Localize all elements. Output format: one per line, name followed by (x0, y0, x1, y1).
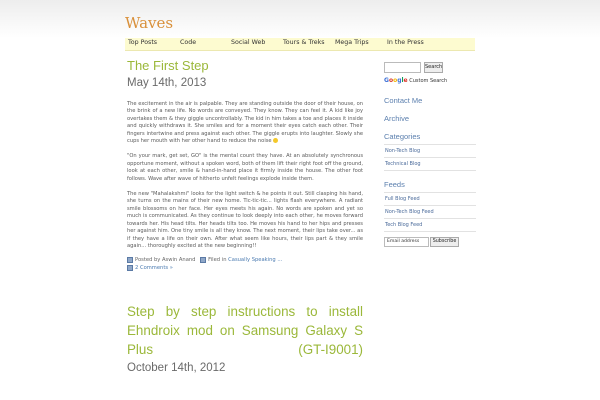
nav-top-posts[interactable]: Top Posts (128, 39, 158, 46)
nav-code[interactable]: Code (180, 39, 197, 46)
contact-link[interactable]: Contact Me (384, 96, 423, 105)
nav-in-the-press[interactable]: In the Press (387, 39, 424, 46)
post-title[interactable]: The First Step (127, 58, 209, 73)
feeds-heading: Feeds (384, 180, 405, 189)
post-date: May 14th, 2013 (127, 77, 207, 89)
top-nav (125, 38, 475, 51)
nav-mega-trips[interactable]: Mega Trips (335, 39, 369, 46)
feed-item[interactable]: Full Blog Feed (384, 193, 476, 206)
post-paragraph: The new "Mahalakshmi" looks for the light switch & he points it out. Still clasping his hand, she turns on the mains of their new home. Tic-tic-tic... lights flash everywhere. A radiant smile blossoms on her face. Her eyes meets his again. No words are spoken and yet so much is communicated. As they continue to look deeply into each other, he moves forward towards her. His head tilts. Her heads tilts too. He moves his hand to her hips and presses her against him. One tiny smile is all they know. The next moment, their lips take over... as if they have a life on their own. After what seem like hours, their lips part & they smile again... thoroughly excited at the new beginning!! (127, 191, 363, 249)
feeds-list (384, 192, 476, 232)
site-title[interactable]: Waves (125, 14, 174, 32)
email-field[interactable]: Email address (384, 237, 429, 247)
comments-link[interactable]: 2 Comments » (135, 265, 173, 272)
google-text: Custom Search (409, 78, 448, 84)
search-input[interactable] (384, 62, 421, 73)
header-band (0, 0, 600, 38)
category-item[interactable]: Technical Blog (384, 158, 476, 171)
google-logo: Google (384, 77, 408, 84)
google-custom-search (384, 77, 476, 84)
filed-in: Filed in (208, 257, 227, 264)
subscribe-form (384, 237, 476, 249)
comment-icon (127, 265, 133, 271)
nav-tours-treks[interactable]: Tours & Treks (283, 39, 325, 46)
feed-item[interactable]: Tech Blog Feed (384, 219, 476, 232)
post-date: October 14th, 2012 (127, 362, 226, 375)
categories-list (384, 144, 476, 171)
smiley-icon (273, 138, 278, 143)
nav-social-web[interactable]: Social Web (231, 39, 266, 46)
post-title[interactable]: Step by step instructions to install Ehndroix mod on Samsung Galaxy S Plus (GT-I9001) (127, 304, 363, 358)
main-content (127, 58, 363, 374)
subscribe-button[interactable]: Subscribe (430, 237, 459, 247)
post-meta (127, 256, 363, 272)
posted-by: Posted by Aswin Anand (135, 257, 196, 264)
archive-link[interactable]: Archive (384, 114, 410, 123)
feed-item[interactable]: Non-Tech Blog Feed (384, 206, 476, 219)
sidebar (384, 58, 476, 249)
folder-icon (200, 257, 206, 263)
search-box (384, 58, 476, 72)
categories-heading: Categories (384, 132, 421, 141)
category-link[interactable]: Casually Speaking ... (228, 257, 283, 264)
paragraph-text: The excitement in the air is palpable. They are standing outside the door of their house, on the brink of a new life. No words are conveyed. They know. They can feel it. A kid like joy overtakes them & they giggle uncontrollably. The kid in him takes a toe and places it inside and quickly withdraws it. She smiles and for a moment their eyes catch each other. Their fingers intertwine and press against each other. The giggle erupts into laughter. Slowly she cups her mouth with her other hand to reduce the noise (127, 101, 363, 145)
category-item[interactable]: Non-Tech Blog (384, 145, 476, 158)
post-paragraph: "On your mark, get set, GO" is the mental count they have. At an absolutely synchronous opportune moment, without a spoken word, both of them lift their right foot off the ground, look at each other, smile & hand-in-hand place it firmly inside the house. The other foot follows. Wave after wave of hitherto unfelt feelings explode inside them. (127, 153, 363, 182)
post-paragraph (127, 101, 363, 145)
search-button[interactable]: Search (424, 62, 443, 73)
user-icon (127, 257, 133, 263)
